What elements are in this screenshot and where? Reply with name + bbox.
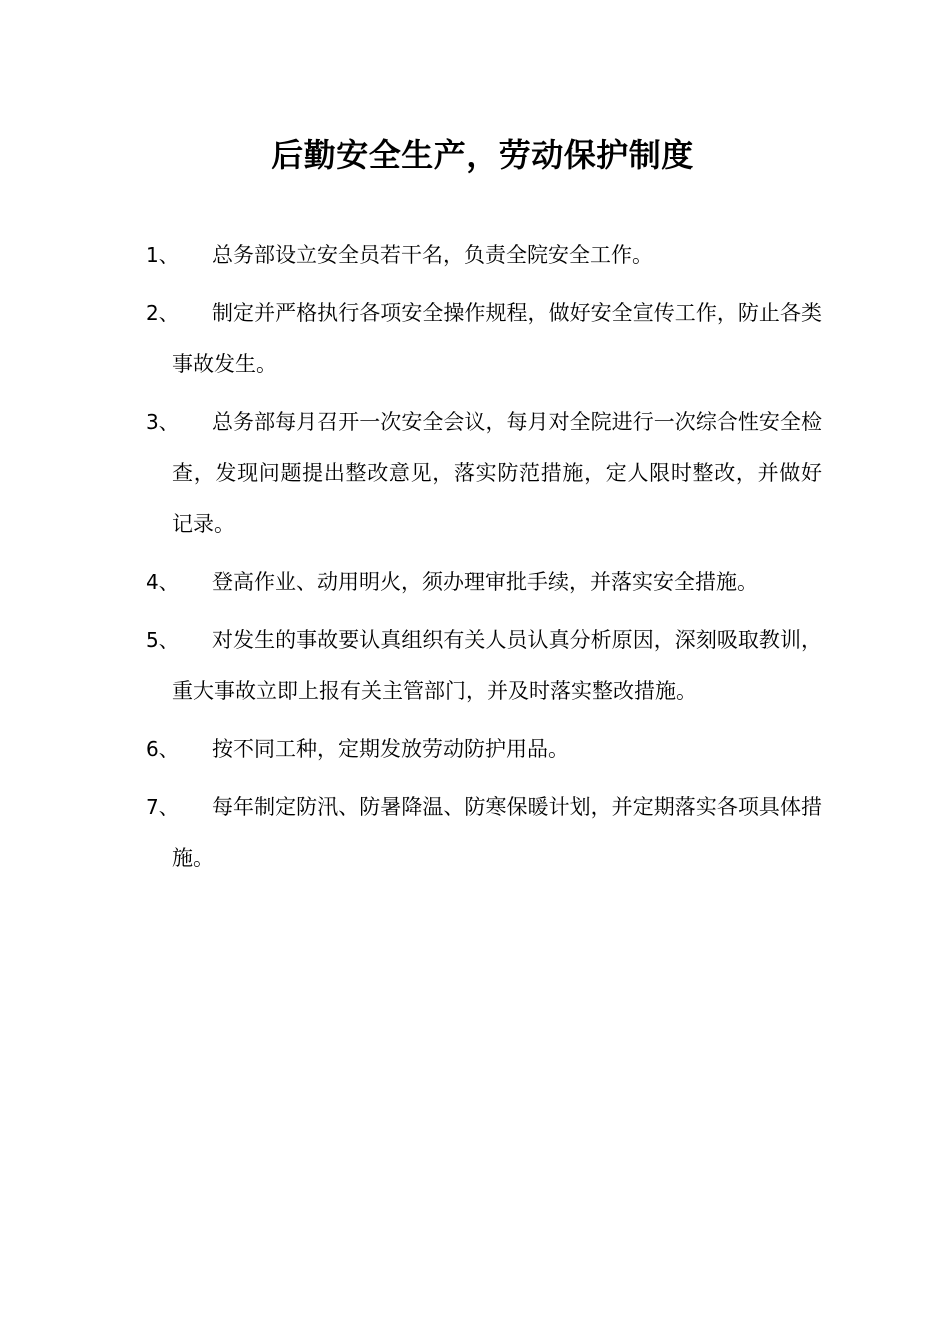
list-item — [146, 615, 822, 717]
list-item — [146, 230, 822, 281]
item-text: 制定并严格执行各项安全操作规程，做好安全宣传工作，防止各类事故发生。 — [172, 301, 822, 376]
item-number: 2、 — [146, 301, 179, 325]
item-text: 总务部每月召开一次安全会议，每月对全院进行一次综合性安全检查，发现问题提出整改意见，落实防范措施，定人限时整改，并做好记录。 — [172, 410, 822, 536]
item-text: 登高作业、动用明火，须办理审批手续，并落实安全措施。 — [212, 570, 758, 594]
list-item — [146, 782, 822, 884]
list-item — [146, 288, 822, 390]
list-item — [146, 397, 822, 550]
regulation-list — [146, 230, 822, 891]
item-text: 对发生的事故要认真组织有关人员认真分析原因，深刻吸取教训，重大事故立即上报有关主管部门，并及时落实整改措施。 — [172, 628, 822, 703]
item-text: 按不同工种，定期发放劳动防护用品。 — [212, 737, 569, 761]
item-number: 6、 — [146, 737, 179, 761]
item-number: 5、 — [146, 628, 179, 652]
list-item — [146, 724, 822, 775]
item-number: 3、 — [146, 410, 179, 434]
item-text: 每年制定防汛、防暑降温、防寒保暖计划，并定期落实各项具体措施。 — [172, 795, 822, 870]
item-number: 4、 — [146, 570, 179, 594]
item-number: 7、 — [146, 795, 179, 819]
list-item — [146, 557, 822, 608]
item-text: 总务部设立安全员若干名，负责全院安全工作。 — [212, 243, 653, 267]
document-title: 后勤安全生产，劳动保护制度 — [271, 136, 694, 175]
item-number: 1、 — [146, 243, 179, 267]
